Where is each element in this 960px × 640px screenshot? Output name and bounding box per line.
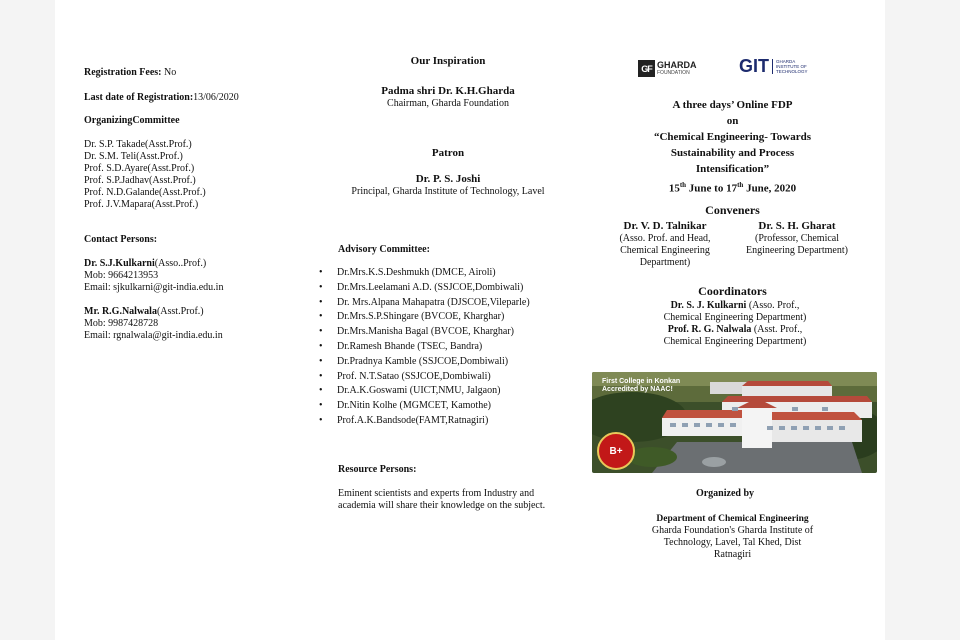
fdp-dates: 15th June to 17th June, 2020 (668, 181, 797, 195)
institute-line: Gharda Foundation's Gharda Institute of (651, 525, 814, 536)
convener-2 (732, 220, 862, 257)
contact-mobile: Mob: 9664213953 (84, 270, 159, 281)
committee-member: Prof. J.V.Mapara(Asst.Prof.) (84, 199, 199, 210)
list-item: • Dr.Ramesh Bhande (TSEC, Bandra) (316, 340, 530, 355)
photo-caption: First College in Konkan Accredited by NAAC! (602, 378, 681, 393)
coordinators-title: Coordinators (698, 284, 767, 298)
convener-name: Dr. S. H. Gharat (758, 220, 836, 232)
patron-block (330, 173, 566, 198)
institute-line: Technology, Lavel, Tal Khed, Dist (663, 537, 802, 548)
naac-badge: B+ (597, 432, 635, 470)
patron-name: Dr. P. S. Joshi (415, 173, 481, 185)
last-date-value: 13/06/2020 (193, 92, 239, 103)
list-item: • Prof.A.K.Bandsode(FAMT,Ratnagiri) (316, 414, 530, 429)
fdp-title: Sustainability and Process (670, 147, 795, 159)
contact-mobile: Mob: 9987428728 (84, 318, 159, 329)
list-item: • Dr. Mrs.Alpana Mahapatra (DJSCOE,Vileparle) (316, 296, 530, 311)
contact-person-2 (84, 306, 223, 342)
organizer-block (615, 513, 850, 561)
registration-fees-value: No (161, 67, 177, 78)
convener-1 (604, 220, 726, 269)
inspiration-block (337, 85, 559, 110)
contact-role: (Asst.Prof.) (156, 306, 204, 317)
resource-line: academia will share their knowledge on the subject. (338, 500, 546, 511)
organizing-committee-list (84, 139, 206, 211)
registration-fees (84, 67, 176, 79)
logo-sub: FOUNDATION (657, 69, 690, 76)
list-item: • Dr.Nitin Kolhe (MGMCET, Kamothe) (316, 399, 530, 414)
organized-by: Organized by (695, 488, 755, 499)
inspiration-name: Padma shri Dr. K.H.Gharda (381, 85, 515, 97)
git-sub: GHARDA (776, 59, 796, 64)
contact-role: (Asso..Prof.) (154, 258, 207, 269)
git-sub: TECHNOLOGY (776, 69, 808, 74)
git-logo (739, 56, 808, 77)
committee-member: Dr. S.P. Takade(Asst.Prof.) (84, 139, 192, 150)
inspiration-role: Chairman, Gharda Foundation (387, 98, 509, 109)
git-sub: INSTITUTE OF (776, 64, 807, 69)
department-name: Department of Chemical Engineering (656, 514, 809, 524)
gf-mark: GF (638, 60, 655, 77)
convener-role: Department) (639, 257, 691, 268)
git-mark: GIT (739, 56, 769, 76)
committee-member: Dr. S.M. Teli(Asst.Prof.) (84, 151, 183, 162)
committee-member: Prof. N.D.Galande(Asst.Prof.) (84, 187, 206, 198)
gharda-foundation-logo (638, 60, 697, 77)
registration-fees-label: Registration Fees: (84, 67, 162, 78)
convener-role: Chemical Engineering (620, 245, 710, 256)
list-item: • Prof. N.T.Satao (SSJCOE,Dombiwali) (316, 370, 530, 385)
fdp-line: A three days’ Online FDP (672, 99, 793, 111)
fdp-title: Intensification” (695, 163, 770, 175)
coordinator-name: Prof. R. G. Nalwala (667, 324, 752, 335)
list-item: • Dr.Mrs.Manisha Bagal (BVCOE, Kharghar) (316, 325, 530, 340)
list-item: • Dr.Pradnya Kamble (SSJCOE,Dombiwali) (316, 355, 530, 370)
organizing-committee-title: OrganizingCommittee (84, 115, 180, 126)
convener-name: Dr. V. D. Talnikar (623, 220, 707, 232)
committee-member: Prof. S.D.Ayare(Asst.Prof.) (84, 163, 195, 174)
last-date-label: Last date of Registration: (84, 92, 194, 103)
list-item: • Dr.Mrs.K.S.Deshmukh (DMCE, Airoli) (316, 266, 530, 281)
committee-member: Prof. S.P.Jadhav(Asst.Prof.) (84, 175, 196, 186)
coordinator-dept: Chemical Engineering Department) (663, 312, 807, 323)
list-item: • Dr.Mrs.S.P.Shingare (BVCOE, Kharghar) (316, 310, 530, 325)
coordinator-name: Dr. S. J. Kulkarni (670, 300, 747, 311)
list-item: • Dr.Mrs.Leelamani A.D. (SSJCOE,Dombiwali) (316, 281, 530, 296)
coordinator-dept: Chemical Engineering Department) (663, 336, 807, 347)
patron-title: Patron (431, 147, 465, 159)
contact-email: Email: rgnalwala@git-india.edu.in (84, 330, 223, 341)
advisory-committee-title: Advisory Committee: (338, 244, 430, 255)
fdp-line: on (726, 115, 739, 127)
last-date (84, 92, 239, 104)
fdp-heading (615, 97, 850, 197)
convener-role: (Professor, Chemical (754, 233, 840, 244)
contact-name: Dr. S.J.Kulkarni (84, 258, 155, 269)
coordinator-role: (Asst. Prof., (751, 324, 803, 335)
conveners-title: Conveners (705, 203, 760, 217)
fdp-title: “Chemical Engineering- Towards (653, 131, 812, 143)
resource-persons-title: Resource Persons: (338, 464, 417, 475)
advisory-committee-list (316, 266, 530, 429)
campus-photo (592, 372, 877, 473)
institute-line: Ratnagiri (713, 549, 752, 560)
patron-role: Principal, Gharda Institute of Technology, Lavel (351, 186, 545, 197)
logo-name: GHARDA (657, 59, 697, 70)
convener-role: (Asso. Prof. and Head, (619, 233, 711, 244)
contact-persons-title: Contact Persons: (84, 234, 158, 245)
coordinator-role: (Asso. Prof., (746, 300, 800, 311)
contact-email: Email: sjkulkarni@git-india.edu.in (84, 282, 224, 293)
contact-person-1 (84, 258, 223, 294)
resource-line: Eminent scientists and experts from Industry and (338, 488, 535, 499)
contact-name: Mr. R.G.Nalwala (84, 306, 157, 317)
inspiration-title: Our Inspiration (410, 55, 486, 67)
list-item: • Dr.A.K.Goswami (UICT,NMU, Jalgaon) (316, 384, 530, 399)
coordinators-list (620, 300, 850, 348)
resource-persons-text (338, 488, 545, 512)
convener-role: Engineering Department) (746, 245, 848, 256)
